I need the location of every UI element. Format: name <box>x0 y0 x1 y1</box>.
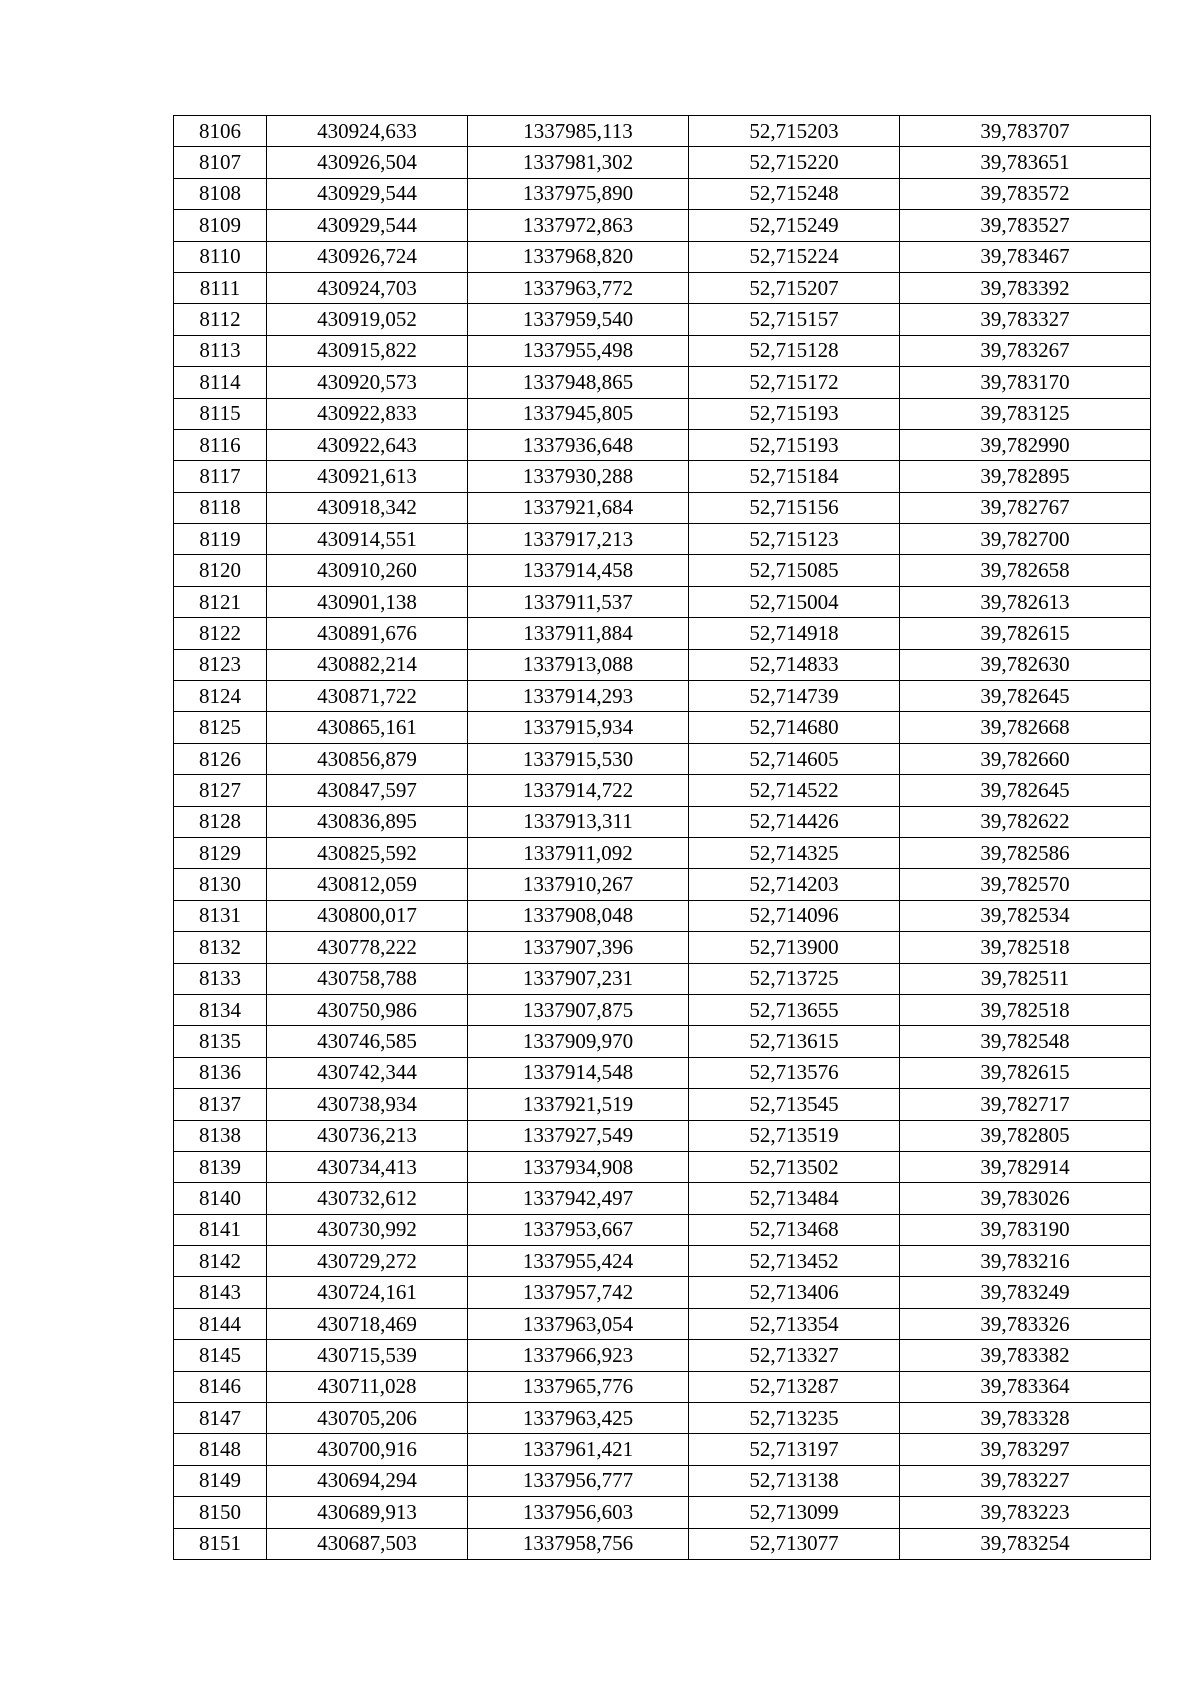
y-coordinate-cell: 1337914,548 <box>468 1057 689 1088</box>
point-number-cell: 8128 <box>174 806 267 837</box>
longitude-cell: 39,782586 <box>900 837 1151 868</box>
x-coordinate-cell: 430738,934 <box>267 1089 468 1120</box>
latitude-cell: 52,714680 <box>689 712 900 743</box>
longitude-cell: 39,782622 <box>900 806 1151 837</box>
x-coordinate-cell: 430836,895 <box>267 806 468 837</box>
y-coordinate-cell: 1337945,805 <box>468 398 689 429</box>
longitude-cell: 39,782534 <box>900 900 1151 931</box>
point-number-cell: 8136 <box>174 1057 267 1088</box>
point-number-cell: 8118 <box>174 492 267 523</box>
latitude-cell: 52,713099 <box>689 1497 900 1528</box>
x-coordinate-cell: 430871,722 <box>267 681 468 712</box>
x-coordinate-cell: 430778,222 <box>267 932 468 963</box>
y-coordinate-cell: 1337915,530 <box>468 743 689 774</box>
y-coordinate-cell: 1337965,776 <box>468 1371 689 1402</box>
x-coordinate-cell: 430914,551 <box>267 524 468 555</box>
x-coordinate-cell: 430920,573 <box>267 367 468 398</box>
longitude-cell: 39,783254 <box>900 1528 1151 1559</box>
x-coordinate-cell: 430724,161 <box>267 1277 468 1308</box>
table-row <box>174 837 1151 868</box>
latitude-cell: 52,713519 <box>689 1120 900 1151</box>
longitude-cell: 39,782658 <box>900 555 1151 586</box>
y-coordinate-cell: 1337910,267 <box>468 869 689 900</box>
longitude-cell: 39,783216 <box>900 1246 1151 1277</box>
point-number-cell: 8125 <box>174 712 267 743</box>
x-coordinate-cell: 430729,272 <box>267 1246 468 1277</box>
longitude-cell: 39,782615 <box>900 618 1151 649</box>
y-coordinate-cell: 1337972,863 <box>468 210 689 241</box>
x-coordinate-cell: 430926,504 <box>267 147 468 178</box>
point-number-cell: 8121 <box>174 586 267 617</box>
latitude-cell: 52,713077 <box>689 1528 900 1559</box>
latitude-cell: 52,714522 <box>689 775 900 806</box>
longitude-cell: 39,783527 <box>900 210 1151 241</box>
x-coordinate-cell: 430687,503 <box>267 1528 468 1559</box>
latitude-cell: 52,713235 <box>689 1403 900 1434</box>
table-row <box>174 1151 1151 1182</box>
table-row <box>174 1308 1151 1339</box>
x-coordinate-cell: 430718,469 <box>267 1308 468 1339</box>
y-coordinate-cell: 1337927,549 <box>468 1120 689 1151</box>
table-row <box>174 1403 1151 1434</box>
longitude-cell: 39,782630 <box>900 649 1151 680</box>
table-row <box>174 429 1151 460</box>
latitude-cell: 52,715207 <box>689 272 900 303</box>
longitude-cell: 39,783223 <box>900 1497 1151 1528</box>
point-number-cell: 8124 <box>174 681 267 712</box>
y-coordinate-cell: 1337948,865 <box>468 367 689 398</box>
y-coordinate-cell: 1337955,498 <box>468 335 689 366</box>
y-coordinate-cell: 1337963,772 <box>468 272 689 303</box>
table-row <box>174 1057 1151 1088</box>
point-number-cell: 8141 <box>174 1214 267 1245</box>
latitude-cell: 52,715248 <box>689 178 900 209</box>
longitude-cell: 39,783125 <box>900 398 1151 429</box>
point-number-cell: 8140 <box>174 1183 267 1214</box>
y-coordinate-cell: 1337917,213 <box>468 524 689 555</box>
table-row <box>174 1340 1151 1371</box>
x-coordinate-cell: 430865,161 <box>267 712 468 743</box>
x-coordinate-cell: 430711,028 <box>267 1371 468 1402</box>
latitude-cell: 52,713287 <box>689 1371 900 1402</box>
longitude-cell: 39,783364 <box>900 1371 1151 1402</box>
x-coordinate-cell: 430847,597 <box>267 775 468 806</box>
latitude-cell: 52,715193 <box>689 398 900 429</box>
x-coordinate-cell: 430915,822 <box>267 335 468 366</box>
x-coordinate-cell: 430910,260 <box>267 555 468 586</box>
longitude-cell: 39,783467 <box>900 241 1151 272</box>
y-coordinate-cell: 1337975,890 <box>468 178 689 209</box>
table-row <box>174 1434 1151 1465</box>
latitude-cell: 52,713468 <box>689 1214 900 1245</box>
y-coordinate-cell: 1337930,288 <box>468 461 689 492</box>
latitude-cell: 52,713197 <box>689 1434 900 1465</box>
x-coordinate-cell: 430924,633 <box>267 116 468 147</box>
longitude-cell: 39,782668 <box>900 712 1151 743</box>
longitude-cell: 39,783382 <box>900 1340 1151 1371</box>
y-coordinate-cell: 1337966,923 <box>468 1340 689 1371</box>
x-coordinate-cell: 430746,585 <box>267 1026 468 1057</box>
latitude-cell: 52,713502 <box>689 1151 900 1182</box>
point-number-cell: 8139 <box>174 1151 267 1182</box>
point-number-cell: 8151 <box>174 1528 267 1559</box>
latitude-cell: 52,713545 <box>689 1089 900 1120</box>
table-row <box>174 775 1151 806</box>
point-number-cell: 8110 <box>174 241 267 272</box>
x-coordinate-cell: 430689,913 <box>267 1497 468 1528</box>
point-number-cell: 8120 <box>174 555 267 586</box>
table-row <box>174 1026 1151 1057</box>
x-coordinate-cell: 430742,344 <box>267 1057 468 1088</box>
latitude-cell: 52,713484 <box>689 1183 900 1214</box>
table-row <box>174 618 1151 649</box>
y-coordinate-cell: 1337909,970 <box>468 1026 689 1057</box>
y-coordinate-cell: 1337914,722 <box>468 775 689 806</box>
latitude-cell: 52,713615 <box>689 1026 900 1057</box>
table-row <box>174 586 1151 617</box>
x-coordinate-cell: 430919,052 <box>267 304 468 335</box>
table-row <box>174 649 1151 680</box>
longitude-cell: 39,782805 <box>900 1120 1151 1151</box>
x-coordinate-cell: 430929,544 <box>267 178 468 209</box>
latitude-cell: 52,715004 <box>689 586 900 617</box>
y-coordinate-cell: 1337936,648 <box>468 429 689 460</box>
table-row <box>174 681 1151 712</box>
point-number-cell: 8126 <box>174 743 267 774</box>
x-coordinate-cell: 430882,214 <box>267 649 468 680</box>
y-coordinate-cell: 1337955,424 <box>468 1246 689 1277</box>
point-number-cell: 8144 <box>174 1308 267 1339</box>
latitude-cell: 52,713354 <box>689 1308 900 1339</box>
x-coordinate-cell: 430921,613 <box>267 461 468 492</box>
latitude-cell: 52,715203 <box>689 116 900 147</box>
table-row <box>174 210 1151 241</box>
point-number-cell: 8135 <box>174 1026 267 1057</box>
longitude-cell: 39,782767 <box>900 492 1151 523</box>
point-number-cell: 8122 <box>174 618 267 649</box>
longitude-cell: 39,782645 <box>900 681 1151 712</box>
latitude-cell: 52,714833 <box>689 649 900 680</box>
longitude-cell: 39,782700 <box>900 524 1151 555</box>
y-coordinate-cell: 1337934,908 <box>468 1151 689 1182</box>
point-number-cell: 8148 <box>174 1434 267 1465</box>
coordinates-table-body <box>174 116 1151 1560</box>
x-coordinate-cell: 430736,213 <box>267 1120 468 1151</box>
x-coordinate-cell: 430732,612 <box>267 1183 468 1214</box>
point-number-cell: 8111 <box>174 272 267 303</box>
longitude-cell: 39,782645 <box>900 775 1151 806</box>
x-coordinate-cell: 430891,676 <box>267 618 468 649</box>
longitude-cell: 39,782895 <box>900 461 1151 492</box>
latitude-cell: 52,715220 <box>689 147 900 178</box>
point-number-cell: 8106 <box>174 116 267 147</box>
table-row <box>174 963 1151 994</box>
latitude-cell: 52,715156 <box>689 492 900 523</box>
point-number-cell: 8112 <box>174 304 267 335</box>
y-coordinate-cell: 1337942,497 <box>468 1183 689 1214</box>
x-coordinate-cell: 430918,342 <box>267 492 468 523</box>
table-row <box>174 1089 1151 1120</box>
longitude-cell: 39,783170 <box>900 367 1151 398</box>
latitude-cell: 52,715128 <box>689 335 900 366</box>
longitude-cell: 39,783651 <box>900 147 1151 178</box>
point-number-cell: 8137 <box>174 1089 267 1120</box>
y-coordinate-cell: 1337956,603 <box>468 1497 689 1528</box>
longitude-cell: 39,783328 <box>900 1403 1151 1434</box>
longitude-cell: 39,783707 <box>900 116 1151 147</box>
table-row <box>174 178 1151 209</box>
x-coordinate-cell: 430924,703 <box>267 272 468 303</box>
table-row <box>174 116 1151 147</box>
y-coordinate-cell: 1337911,884 <box>468 618 689 649</box>
latitude-cell: 52,714325 <box>689 837 900 868</box>
table-row <box>174 304 1151 335</box>
x-coordinate-cell: 430758,788 <box>267 963 468 994</box>
longitude-cell: 39,783572 <box>900 178 1151 209</box>
latitude-cell: 52,715184 <box>689 461 900 492</box>
latitude-cell: 52,714203 <box>689 869 900 900</box>
longitude-cell: 39,783267 <box>900 335 1151 366</box>
longitude-cell: 39,783026 <box>900 1183 1151 1214</box>
table-row <box>174 1246 1151 1277</box>
point-number-cell: 8113 <box>174 335 267 366</box>
point-number-cell: 8109 <box>174 210 267 241</box>
table-row <box>174 1371 1151 1402</box>
point-number-cell: 8142 <box>174 1246 267 1277</box>
y-coordinate-cell: 1337956,777 <box>468 1465 689 1496</box>
point-number-cell: 8130 <box>174 869 267 900</box>
y-coordinate-cell: 1337913,311 <box>468 806 689 837</box>
point-number-cell: 8143 <box>174 1277 267 1308</box>
point-number-cell: 8114 <box>174 367 267 398</box>
table-row <box>174 1497 1151 1528</box>
longitude-cell: 39,782518 <box>900 932 1151 963</box>
latitude-cell: 52,714096 <box>689 900 900 931</box>
longitude-cell: 39,782914 <box>900 1151 1151 1182</box>
x-coordinate-cell: 430715,539 <box>267 1340 468 1371</box>
table-row <box>174 398 1151 429</box>
x-coordinate-cell: 430922,833 <box>267 398 468 429</box>
point-number-cell: 8123 <box>174 649 267 680</box>
point-number-cell: 8108 <box>174 178 267 209</box>
y-coordinate-cell: 1337915,934 <box>468 712 689 743</box>
x-coordinate-cell: 430926,724 <box>267 241 468 272</box>
latitude-cell: 52,714739 <box>689 681 900 712</box>
latitude-cell: 52,713576 <box>689 1057 900 1088</box>
table-row <box>174 1277 1151 1308</box>
x-coordinate-cell: 430929,544 <box>267 210 468 241</box>
y-coordinate-cell: 1337908,048 <box>468 900 689 931</box>
table-row <box>174 1214 1151 1245</box>
latitude-cell: 52,713406 <box>689 1277 900 1308</box>
latitude-cell: 52,715249 <box>689 210 900 241</box>
y-coordinate-cell: 1337963,425 <box>468 1403 689 1434</box>
table-row <box>174 367 1151 398</box>
point-number-cell: 8127 <box>174 775 267 806</box>
table-row <box>174 1183 1151 1214</box>
point-number-cell: 8129 <box>174 837 267 868</box>
longitude-cell: 39,783249 <box>900 1277 1151 1308</box>
point-number-cell: 8134 <box>174 994 267 1025</box>
y-coordinate-cell: 1337981,302 <box>468 147 689 178</box>
table-row <box>174 335 1151 366</box>
latitude-cell: 52,715172 <box>689 367 900 398</box>
y-coordinate-cell: 1337958,756 <box>468 1528 689 1559</box>
latitude-cell: 52,715157 <box>689 304 900 335</box>
y-coordinate-cell: 1337963,054 <box>468 1308 689 1339</box>
longitude-cell: 39,783190 <box>900 1214 1151 1245</box>
longitude-cell: 39,782990 <box>900 429 1151 460</box>
longitude-cell: 39,783227 <box>900 1465 1151 1496</box>
table-row <box>174 1528 1151 1559</box>
y-coordinate-cell: 1337907,231 <box>468 963 689 994</box>
table-row <box>174 869 1151 900</box>
point-number-cell: 8150 <box>174 1497 267 1528</box>
y-coordinate-cell: 1337968,820 <box>468 241 689 272</box>
table-row <box>174 900 1151 931</box>
point-number-cell: 8145 <box>174 1340 267 1371</box>
x-coordinate-cell: 430694,294 <box>267 1465 468 1496</box>
x-coordinate-cell: 430705,206 <box>267 1403 468 1434</box>
y-coordinate-cell: 1337959,540 <box>468 304 689 335</box>
longitude-cell: 39,782570 <box>900 869 1151 900</box>
y-coordinate-cell: 1337957,742 <box>468 1277 689 1308</box>
y-coordinate-cell: 1337961,421 <box>468 1434 689 1465</box>
table-row <box>174 524 1151 555</box>
latitude-cell: 52,713327 <box>689 1340 900 1371</box>
x-coordinate-cell: 430750,986 <box>267 994 468 1025</box>
latitude-cell: 52,713138 <box>689 1465 900 1496</box>
y-coordinate-cell: 1337921,519 <box>468 1089 689 1120</box>
point-number-cell: 8116 <box>174 429 267 460</box>
y-coordinate-cell: 1337911,092 <box>468 837 689 868</box>
table-row <box>174 241 1151 272</box>
x-coordinate-cell: 430800,017 <box>267 900 468 931</box>
longitude-cell: 39,782613 <box>900 586 1151 617</box>
y-coordinate-cell: 1337907,396 <box>468 932 689 963</box>
coordinates-table <box>173 115 1151 1560</box>
point-number-cell: 8107 <box>174 147 267 178</box>
x-coordinate-cell: 430825,592 <box>267 837 468 868</box>
table-row <box>174 712 1151 743</box>
point-number-cell: 8133 <box>174 963 267 994</box>
point-number-cell: 8117 <box>174 461 267 492</box>
x-coordinate-cell: 430856,879 <box>267 743 468 774</box>
longitude-cell: 39,782615 <box>900 1057 1151 1088</box>
point-number-cell: 8115 <box>174 398 267 429</box>
point-number-cell: 8149 <box>174 1465 267 1496</box>
y-coordinate-cell: 1337921,684 <box>468 492 689 523</box>
latitude-cell: 52,713900 <box>689 932 900 963</box>
table-row <box>174 461 1151 492</box>
table-row <box>174 147 1151 178</box>
table-row <box>174 994 1151 1025</box>
longitude-cell: 39,782548 <box>900 1026 1151 1057</box>
longitude-cell: 39,782717 <box>900 1089 1151 1120</box>
y-coordinate-cell: 1337913,088 <box>468 649 689 680</box>
latitude-cell: 52,715085 <box>689 555 900 586</box>
table-row <box>174 1120 1151 1151</box>
point-number-cell: 8132 <box>174 932 267 963</box>
x-coordinate-cell: 430730,992 <box>267 1214 468 1245</box>
latitude-cell: 52,715193 <box>689 429 900 460</box>
point-number-cell: 8147 <box>174 1403 267 1434</box>
latitude-cell: 52,713452 <box>689 1246 900 1277</box>
x-coordinate-cell: 430812,059 <box>267 869 468 900</box>
y-coordinate-cell: 1337914,293 <box>468 681 689 712</box>
latitude-cell: 52,715123 <box>689 524 900 555</box>
point-number-cell: 8138 <box>174 1120 267 1151</box>
longitude-cell: 39,782518 <box>900 994 1151 1025</box>
y-coordinate-cell: 1337911,537 <box>468 586 689 617</box>
latitude-cell: 52,714426 <box>689 806 900 837</box>
x-coordinate-cell: 430700,916 <box>267 1434 468 1465</box>
y-coordinate-cell: 1337953,667 <box>468 1214 689 1245</box>
latitude-cell: 52,713725 <box>689 963 900 994</box>
table-row <box>174 932 1151 963</box>
y-coordinate-cell: 1337985,113 <box>468 116 689 147</box>
x-coordinate-cell: 430734,413 <box>267 1151 468 1182</box>
longitude-cell: 39,783327 <box>900 304 1151 335</box>
y-coordinate-cell: 1337907,875 <box>468 994 689 1025</box>
table-row <box>174 492 1151 523</box>
latitude-cell: 52,715224 <box>689 241 900 272</box>
latitude-cell: 52,714918 <box>689 618 900 649</box>
latitude-cell: 52,714605 <box>689 743 900 774</box>
table-row <box>174 555 1151 586</box>
longitude-cell: 39,783326 <box>900 1308 1151 1339</box>
point-number-cell: 8146 <box>174 1371 267 1402</box>
longitude-cell: 39,782660 <box>900 743 1151 774</box>
x-coordinate-cell: 430922,643 <box>267 429 468 460</box>
latitude-cell: 52,713655 <box>689 994 900 1025</box>
table-row <box>174 1465 1151 1496</box>
x-coordinate-cell: 430901,138 <box>267 586 468 617</box>
longitude-cell: 39,783392 <box>900 272 1151 303</box>
point-number-cell: 8131 <box>174 900 267 931</box>
table-row <box>174 272 1151 303</box>
table-row <box>174 806 1151 837</box>
y-coordinate-cell: 1337914,458 <box>468 555 689 586</box>
point-number-cell: 8119 <box>174 524 267 555</box>
table-row <box>174 743 1151 774</box>
longitude-cell: 39,783297 <box>900 1434 1151 1465</box>
longitude-cell: 39,782511 <box>900 963 1151 994</box>
